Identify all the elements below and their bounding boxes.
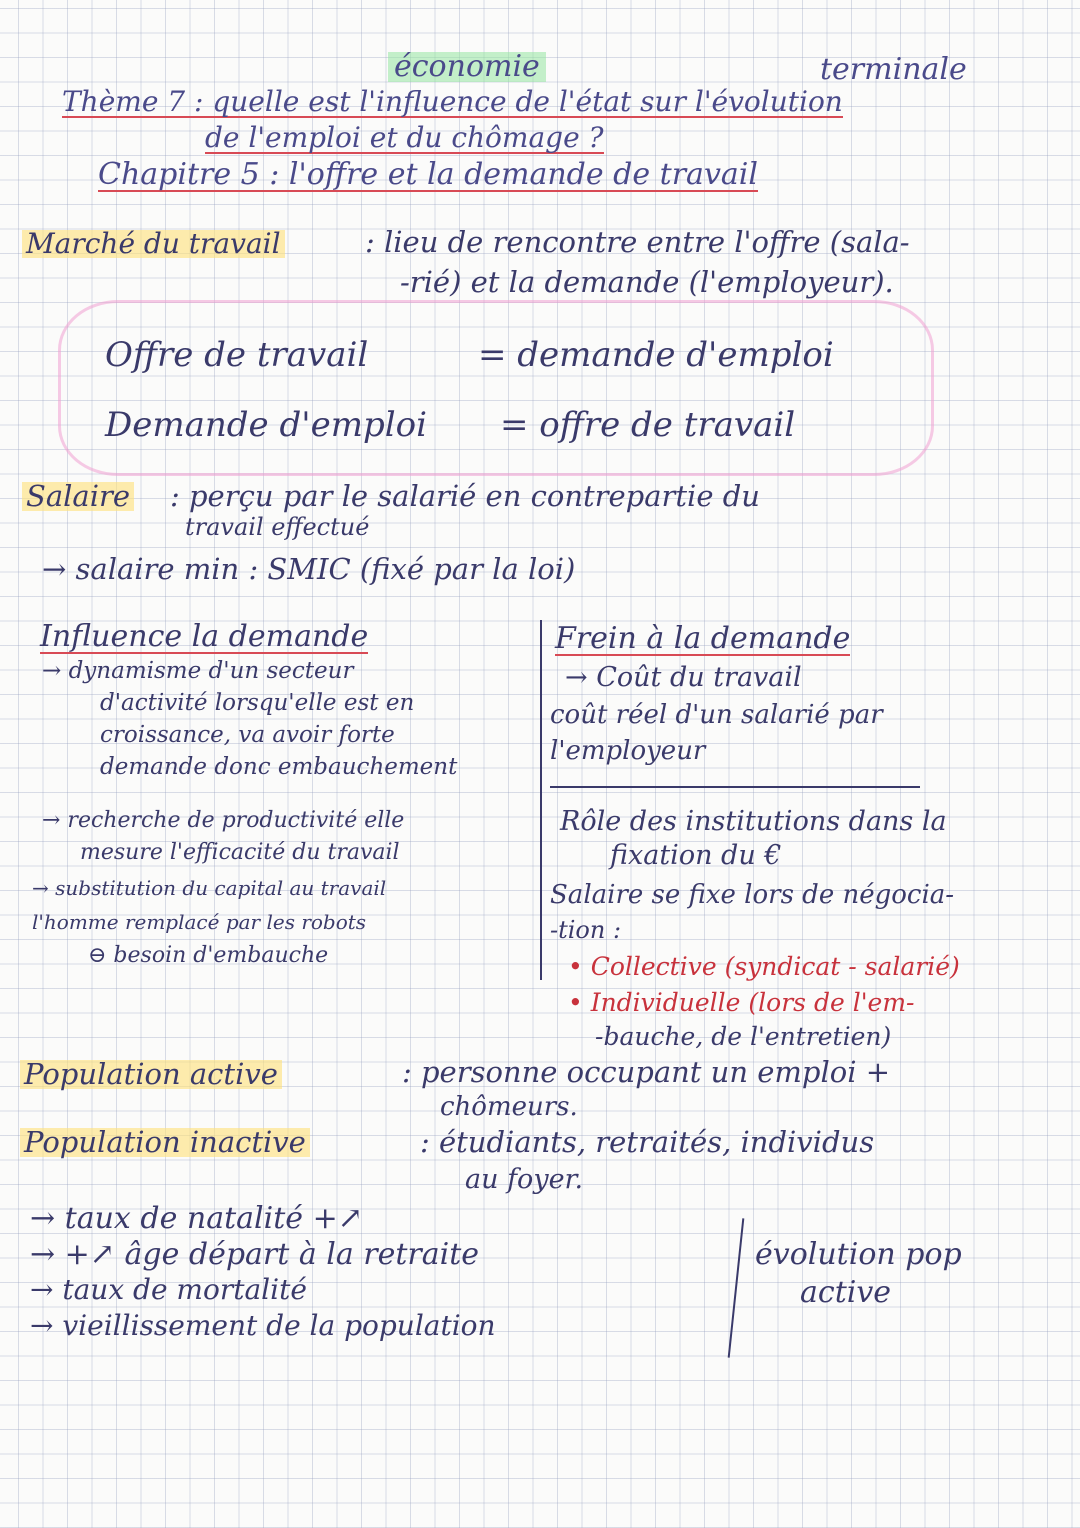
bullet-collective: • Collective (syndicat - salarié) [568, 952, 960, 981]
brace-line [728, 1218, 745, 1357]
left-col-line: mesure l'efficacité du travail [80, 840, 400, 865]
left-col-line: d'activité lorsqu'elle est en [100, 690, 415, 716]
right-col-title: Frein à la demande [555, 621, 851, 656]
equation-1-right: = demande d'emploi [478, 335, 834, 375]
pop-active-term: Population active [20, 1060, 282, 1089]
salaire-def-1: : perçu par le salarié en contrepartie du [170, 479, 760, 513]
left-col-line: → dynamisme d'un secteur [42, 658, 354, 684]
equation-1-left: Offre de travail [105, 335, 369, 375]
theme-line-1: Thème 7 : quelle est l'influence de l'état sur l'évolution [62, 85, 843, 118]
highlight-cloud [58, 300, 934, 476]
level-label: terminale [820, 52, 967, 87]
left-col-line: → substitution du capital au travail [32, 876, 387, 900]
left-col-line: croissance, va avoir forte [100, 722, 395, 748]
salaire-def-2: travail effectué [185, 513, 370, 541]
marche-def-2: -rié) et la demande (l'employeur). [400, 265, 894, 299]
column-divider [540, 620, 542, 980]
left-col-title: Influence la demande [40, 619, 369, 654]
pop-factor: → vieillissement de la population [30, 1309, 496, 1342]
theme-line-2: de l'emploi et du chômage ? [205, 121, 604, 154]
left-col-line: ⊖ besoin d'embauche [88, 943, 329, 968]
pop-factor: → taux de mortalité [30, 1273, 307, 1306]
subject-title: économie [388, 52, 546, 82]
brace-label-1: évolution pop [755, 1237, 962, 1272]
bullet-individuelle-cont: -bauche, de l'entretien) [595, 1022, 892, 1051]
right-col-line: l'employeur [550, 736, 706, 766]
marche-term: Marché du travail [22, 230, 285, 258]
right-col-separator [550, 786, 920, 788]
left-col-line: l'homme remplacé par les robots [32, 910, 367, 934]
bullet-individuelle: • Individuelle (lors de l'em- [568, 988, 915, 1017]
negociation-line-2: -tion : [550, 916, 622, 944]
pop-inactive-def-2: au foyer. [465, 1164, 584, 1195]
salaire-min: → salaire min : SMIC (fixé par la loi) [42, 552, 576, 586]
institutions-title: Rôle des institutions dans la [560, 806, 947, 837]
pop-factor: → +↗ âge départ à la retraite [30, 1237, 480, 1272]
pop-active-def-2: chômeurs. [440, 1092, 578, 1122]
pop-inactive-term: Population inactive [20, 1128, 310, 1157]
pop-factor: → taux de natalité +↗ [30, 1201, 363, 1236]
marche-def-1: : lieu de rencontre entre l'offre (sala- [365, 225, 910, 259]
left-col-line: demande donc embauchement [100, 754, 458, 780]
brace-label-2: active [800, 1275, 892, 1310]
institutions-title-2: fixation du € [610, 840, 782, 871]
equation-2-right: = offre de travail [500, 405, 796, 445]
salaire-term: Salaire [22, 482, 134, 511]
equation-2-left: Demande d'emploi [105, 405, 427, 445]
chapter-title: Chapitre 5 : l'offre et la demande de travail [98, 157, 758, 192]
pop-active-def-1: : personne occupant un emploi + [402, 1055, 891, 1089]
pop-inactive-def-1: : étudiants, retraités, individus [420, 1125, 875, 1159]
negociation-line-1: Salaire se fixe lors de négocia- [550, 880, 955, 910]
right-col-line: → Coût du travail [565, 662, 802, 693]
left-col-line: → recherche de productivité elle [42, 808, 405, 833]
right-col-line: coût réel d'un salarié par [550, 700, 883, 730]
